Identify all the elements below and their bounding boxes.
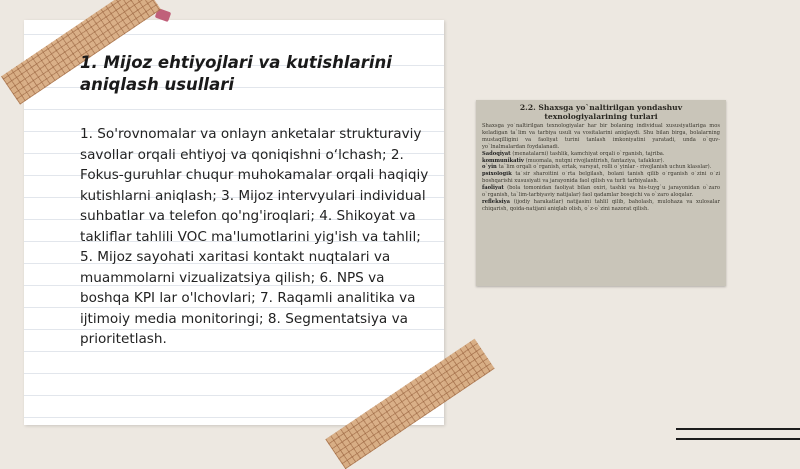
document-paragraph (482, 199, 720, 213)
document-text: (menatalarni) tashlik, kamchiyat orqali o`rganish, tajriba. (512, 150, 665, 157)
document-scan-image (476, 100, 726, 286)
document-paragraph (482, 185, 720, 199)
document-term: refleksiya (482, 198, 514, 205)
document-paragraph (482, 164, 720, 171)
document-term: Sadoqiyat (482, 150, 513, 157)
decor-line (676, 438, 800, 440)
document-term: psixologik (482, 171, 516, 178)
document-paragraph (482, 123, 720, 151)
document-text: (muomala, nutqni rivojlantirish, fantaziya, tafakkur). (525, 157, 665, 164)
document-paragraph (482, 171, 720, 185)
document-text: Shaxsga yo`naltirilgan texnologiyalar har bir bolaning individual xususiyatlariga mos keladigan ta`lim va tarbiya usuli va vositalarini aniqlaydi. Shu bilan birga, bolalarning mustaqilligini va faoliyat turini tanlash imkoniyatini yaratadi, unda o`quv-yo`lnalmalardan foydalanadi. (482, 123, 720, 150)
document-term: kommunikativ (482, 157, 526, 164)
document-term: o`yin (482, 164, 499, 171)
document-paragraphs (476, 123, 726, 213)
slide-title: 1. Mijoz ehtiyojlari va kutishlarini aniqlash usullari (80, 53, 392, 94)
document-text: ta`sir sharoitini o`rta belgilash, bolani tanish qilib o`rganish o`zini o`zi boshqarishi xususiyati va jarayonida faol qilish va turli tarbiyalash. (482, 171, 721, 185)
decor-line (676, 428, 800, 430)
document-text: (ijodiy harakatlar) natijasini tahlil qilib, baholash, mulohaza va xulosalar chiqarish, qoida-natijani aniqlab olish, o`z-o`zini nazorat qilish. (482, 198, 720, 212)
document-heading: 2.2. Shaxsga yo`naltirilgan yondashuv texnologiyalarining turlari (519, 103, 683, 121)
document-paragraph (482, 151, 720, 158)
document-text: (bola tomonidan faoliyat bilan oxiri, tashki va his-tuyg`u jarayonidan o`zaro o`rganish, ta`lim-tarbiyaviy natijalar) faol qadamlar bosqichi va o`zaro aloqalar. (482, 185, 720, 199)
document-term: faoliyat (482, 185, 508, 192)
document-text: ta`lim orqali o`rganish, ertak, varsyat, rolli o`yinlar - rivojlanish uchun klasslar). (498, 164, 712, 171)
slide-body-text: 1. So'rovnomalar va onlayn anketalar strukturaviy savollar orqali ehtiyoj va qoniqishni o‘lchash; 2. Fokus-guruhlar chuqur muhokamalar orqali haqiqiy kutishlarni aniqlash; 3. Mijoz intervyulari individual suhbatlar va telefon qo'ng'iroqlari; 4. Shikoyat va takliflar tahlili VOC ma'lumotlarini yig'ish va tahlil; 5. Mijoz sayohati xaritasi kontakt nuqtalari va muammolarni vizualizatsiya qilish; 6. NPS va boshqa KPI lar o'lchovlari; 7. Raqamli analitika va ijtimoiy media monitoringi; 8. Segmentatsiya va prioritetlash. (80, 126, 429, 347)
